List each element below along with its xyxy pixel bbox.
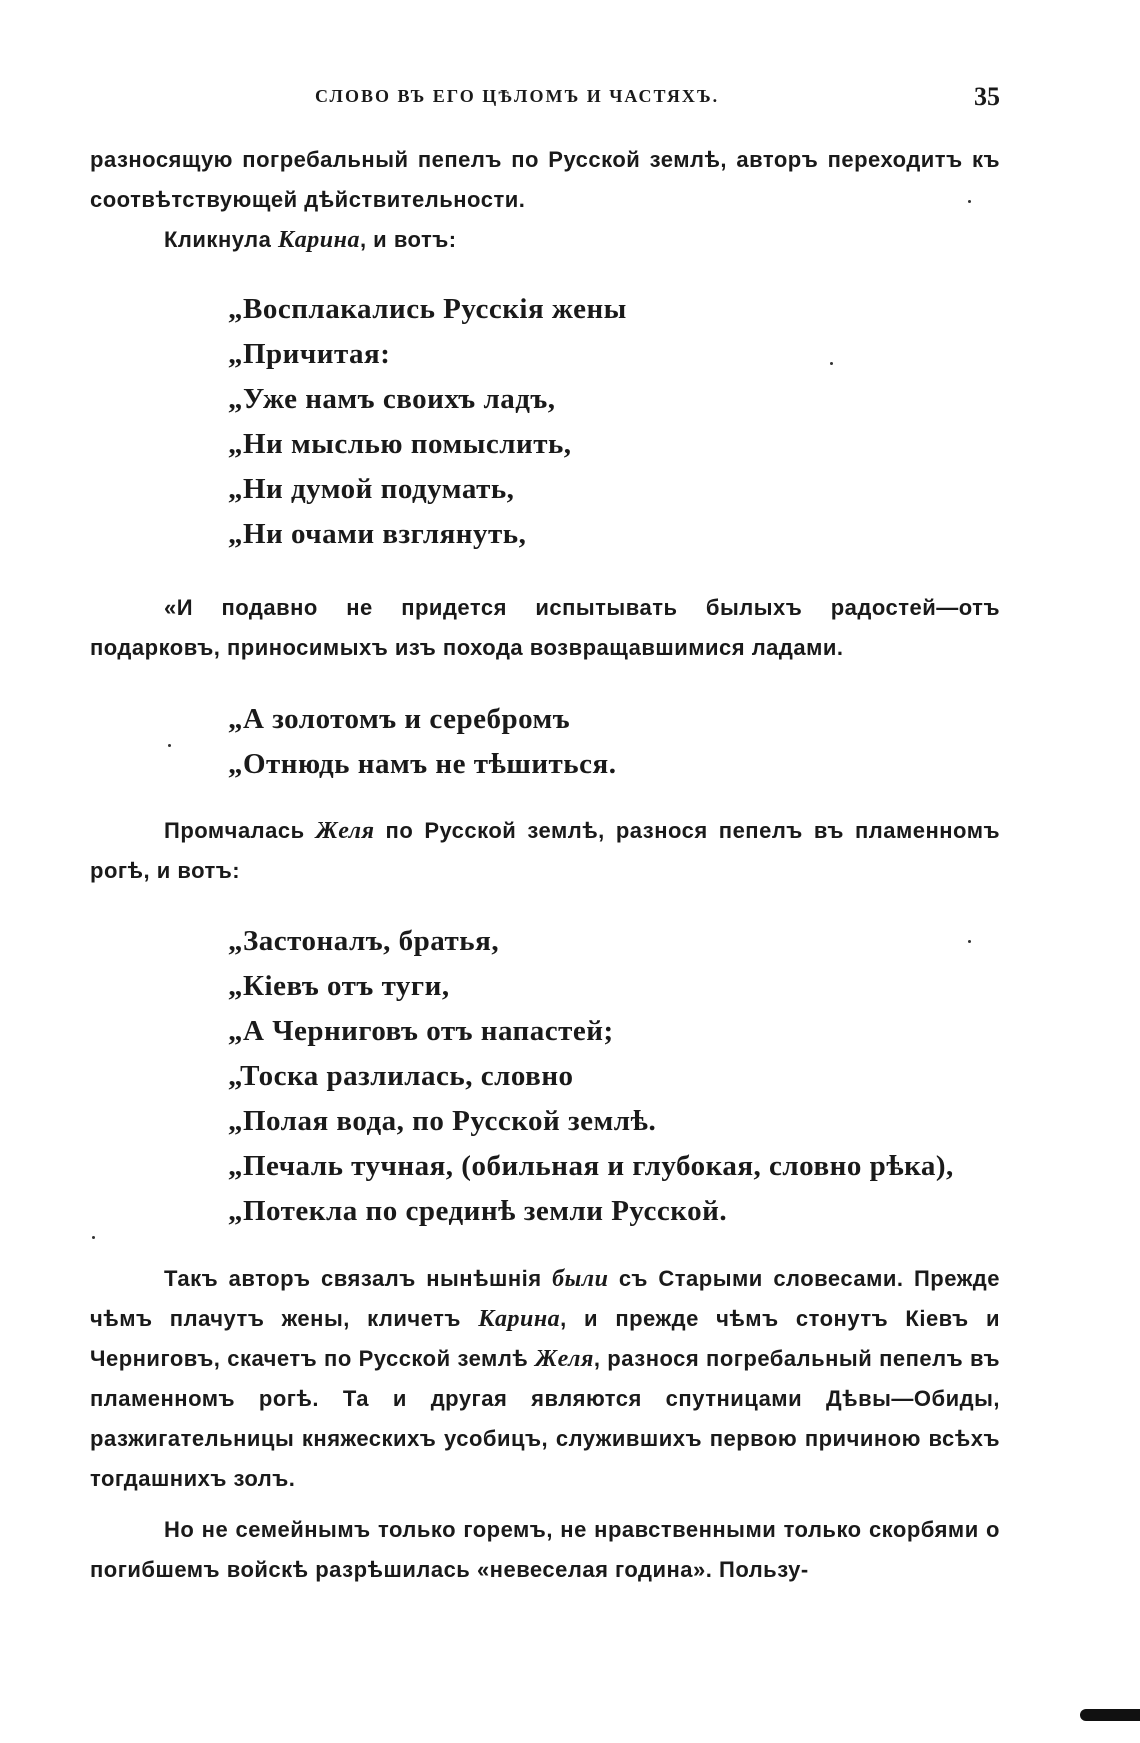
- text-run: , и вотъ:: [359, 227, 457, 252]
- print-speck: [92, 1236, 95, 1239]
- text-run: , разнося погребальный пепелъ въ пламенномъ рогѣ. Та и другая являются спутницами Дѣвы—Обиды, разжигательницы княжескихъ усобицъ, служившихъ первою причиною всѣхъ тогдашнихъ золъ.: [90, 1346, 1000, 1491]
- paragraph-text: Но не семейнымъ только горемъ, не нравственными только скорбями о погибшемъ войскѣ разрѣшилась «невеселая година». Пользу-: [90, 1517, 1000, 1582]
- italic-name: Желя: [315, 818, 375, 844]
- italic-name: Карина: [278, 227, 360, 253]
- text-run: Промчалась: [164, 818, 316, 843]
- paragraph-final: [90, 1510, 1000, 1590]
- page-number: 35: [974, 82, 1000, 111]
- paragraph-continuation: [90, 140, 1000, 220]
- print-speck: [968, 200, 971, 203]
- italic-word: были: [552, 1266, 609, 1292]
- verse-line: „Причитая:: [228, 338, 391, 370]
- text-run: Кликнула: [164, 227, 278, 252]
- verse-line: „Кіевъ отъ туги,: [228, 970, 450, 1002]
- verse-line: „Тоска разлилась, словно: [228, 1060, 574, 1092]
- italic-name: Желя: [535, 1346, 594, 1372]
- text-run: по Русской землѣ, разнося пепелъ въ пламенномъ рогѣ, и вотъ:: [90, 818, 1001, 883]
- verse-quotation-2: [228, 697, 616, 787]
- print-speck: [968, 940, 971, 943]
- verse-line: „Ни мыслью помыслить,: [228, 428, 572, 460]
- page-header: [90, 82, 1000, 122]
- ink-blot: [1080, 1709, 1140, 1721]
- italic-name: Карина: [478, 1306, 561, 1332]
- verse-line: „А золотомъ и серебромъ: [228, 703, 571, 735]
- print-speck: [830, 362, 833, 365]
- verse-line: „Ни думой подумать,: [228, 473, 515, 505]
- paragraph-commentary: [90, 588, 1000, 668]
- print-speck: [168, 744, 171, 747]
- paragraph-text: «И подавно не придется испытывать былыхъ радостей—отъ подарковъ, приносимыхъ изъ похода возвращавшимися ладами.: [90, 595, 1000, 660]
- verse-line: „Потекла по срединѣ земли Русской.: [228, 1195, 728, 1227]
- verse-line: „Уже намъ своихъ ладъ,: [228, 383, 556, 415]
- text-run: съ Старыми словесами. Прежде чѣмъ плачутъ жены, кличетъ: [90, 1266, 1000, 1331]
- verse-line: „Застоналъ, братья,: [228, 925, 500, 957]
- running-head: СЛОВО ВЪ ЕГО ЦѢЛОМЪ И ЧАСТЯХЪ.: [315, 86, 720, 106]
- verse-quotation-3: [228, 919, 954, 1234]
- verse-line: „А Черниговъ отъ напастей;: [228, 1015, 614, 1047]
- paragraph-text: разносящую погребальный пепелъ по Русской землѣ, авторъ переходитъ къ соотвѣтствующей дѣйствительности.: [90, 147, 1000, 212]
- paragraph-analysis: [90, 1259, 1000, 1499]
- paragraph-karina-intro: [90, 220, 1000, 260]
- verse-quotation-1: [228, 287, 627, 557]
- verse-line: „Восплакались Русскія жены: [228, 293, 627, 325]
- text-run: Такъ авторъ связалъ нынѣшнія: [164, 1266, 553, 1291]
- verse-line: „Полая вода, по Русской землѣ.: [228, 1105, 657, 1137]
- verse-line: „Ни очами взглянуть,: [228, 518, 527, 550]
- verse-line: „Отнюдь намъ не тѣшиться.: [228, 748, 617, 780]
- text-run: , и прежде чѣмъ стонутъ Кіевъ и Черниговъ, скачетъ по Русской землѣ: [90, 1306, 1000, 1371]
- verse-line: „Печаль тучная, (обильная и глубокая, словно рѣка),: [228, 1150, 954, 1182]
- paragraph-zhelya-intro: [90, 811, 1000, 891]
